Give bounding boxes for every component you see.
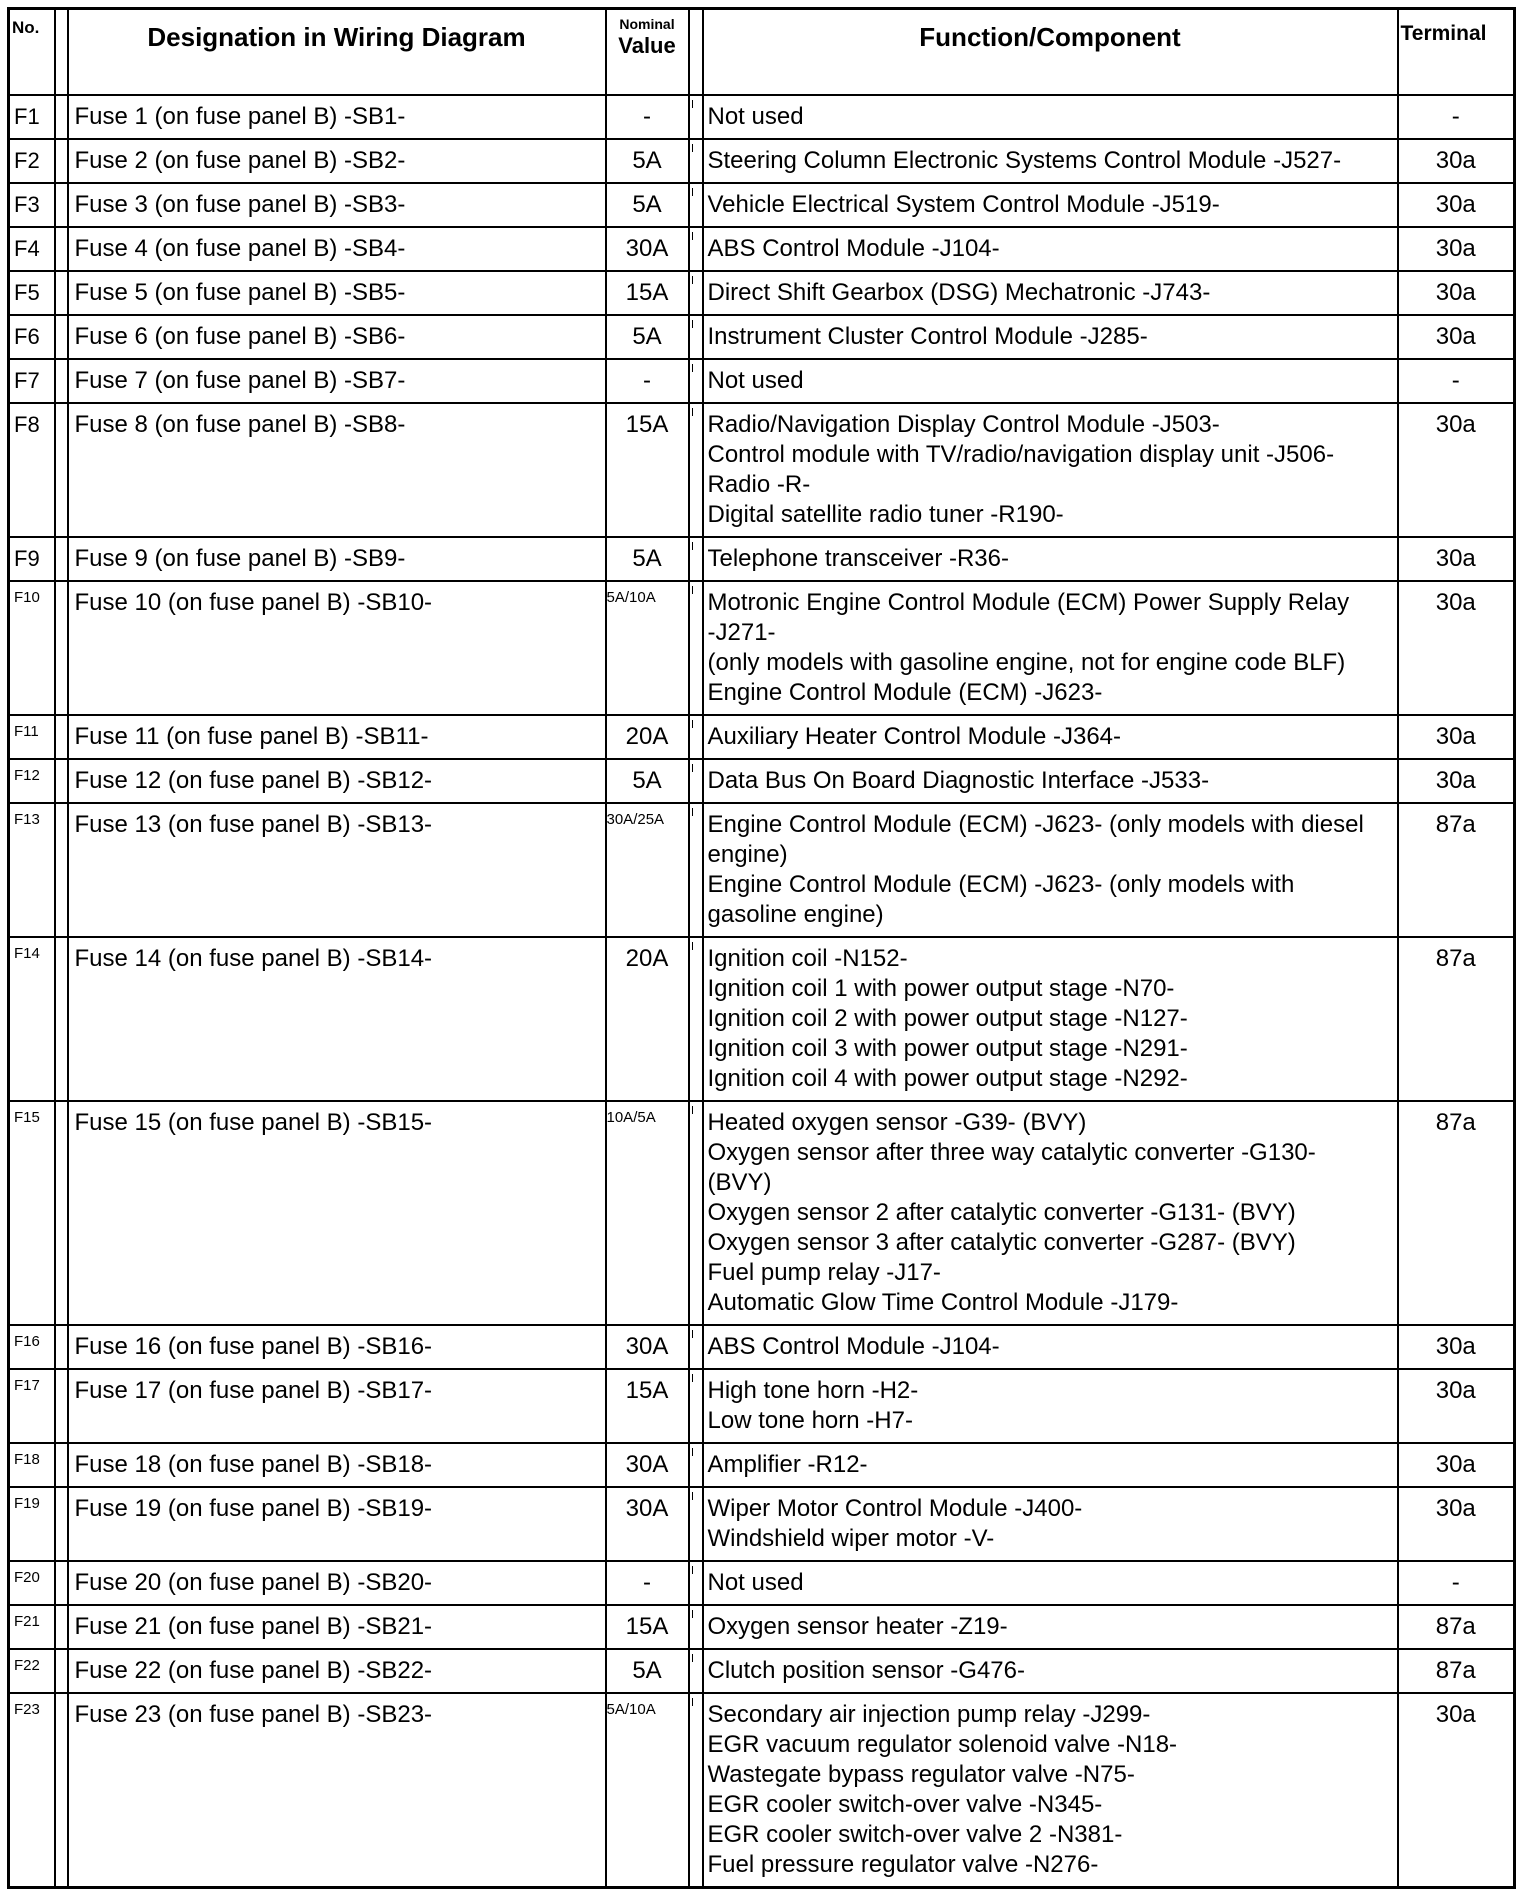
fuse-designation: Fuse 10 (on fuse panel B) -SB10- [68, 581, 606, 715]
fuse-number: F6 [9, 315, 55, 359]
function-line: Ignition coil 4 with power output stage -N292- [707, 1065, 1188, 1092]
function-line: EGR cooler switch-over valve 2 -N381- [707, 1821, 1123, 1848]
function-component [703, 271, 1398, 315]
table-row [9, 271, 1515, 315]
spacer-cell [689, 95, 703, 139]
function-component [703, 1561, 1398, 1605]
fuse-designation: Fuse 13 (on fuse panel B) -SB13- [68, 803, 606, 937]
spacer-cell [689, 1561, 703, 1605]
spacer-cell [55, 1443, 68, 1487]
table-row [9, 183, 1515, 227]
spacer-cell [689, 581, 703, 715]
fuse-designation: Fuse 19 (on fuse panel B) -SB19- [68, 1487, 606, 1561]
function-line: Windshield wiper motor -V- [707, 1525, 995, 1552]
fuse-designation: Fuse 2 (on fuse panel B) -SB2- [68, 139, 606, 183]
function-line: ABS Control Module -J104- [707, 235, 1000, 262]
function-line: Oxygen sensor after three way catalytic converter -G130- [707, 1139, 1316, 1166]
fuse-designation: Fuse 7 (on fuse panel B) -SB7- [68, 359, 606, 403]
spacer-cell [55, 1649, 68, 1693]
nominal-value: 5A [606, 183, 689, 227]
table-header [9, 9, 1515, 96]
function-line: Steering Column Electronic Systems Control Module -J527- [707, 147, 1342, 174]
spacer-cell [55, 359, 68, 403]
spacer-cell [55, 139, 68, 183]
table-row [9, 937, 1515, 1101]
nominal-value: 30A [606, 1325, 689, 1369]
spacer-cell [55, 403, 68, 537]
header-terminal: Terminal [1398, 9, 1515, 96]
function-component [703, 1369, 1398, 1443]
spacer-cell [55, 183, 68, 227]
function-line: Fuel pressure regulator valve -N276- [707, 1851, 1099, 1878]
function-line: Amplifier -R12- [707, 1451, 868, 1478]
spacer-cell [55, 271, 68, 315]
terminal: 30a [1398, 715, 1515, 759]
table-row [9, 1693, 1515, 1888]
spacer-cell [689, 183, 703, 227]
function-component [703, 1693, 1398, 1888]
nominal-value: 20A [606, 937, 689, 1101]
fuse-designation: Fuse 9 (on fuse panel B) -SB9- [68, 537, 606, 581]
function-line: Digital satellite radio tuner -R190- [707, 501, 1064, 528]
header-value-label: Value [618, 33, 676, 58]
fuse-designation: Fuse 12 (on fuse panel B) -SB12- [68, 759, 606, 803]
fuse-designation: Fuse 22 (on fuse panel B) -SB22- [68, 1649, 606, 1693]
terminal: 87a [1398, 1649, 1515, 1693]
terminal: 30a [1398, 1325, 1515, 1369]
terminal: 30a [1398, 271, 1515, 315]
header-designation: Designation in Wiring Diagram [68, 9, 606, 96]
function-line: Oxygen sensor heater -Z19- [707, 1613, 1008, 1640]
nominal-value: - [606, 1561, 689, 1605]
spacer-cell [689, 1325, 703, 1369]
fuse-designation: Fuse 14 (on fuse panel B) -SB14- [68, 937, 606, 1101]
spacer-cell [55, 803, 68, 937]
fuse-number: F18 [9, 1443, 55, 1487]
function-line: Clutch position sensor -G476- [707, 1657, 1025, 1684]
terminal: 30a [1398, 139, 1515, 183]
nominal-value: 30A [606, 1443, 689, 1487]
nominal-value: 5A [606, 315, 689, 359]
header-spacer [55, 9, 68, 96]
fuse-designation: Fuse 11 (on fuse panel B) -SB11- [68, 715, 606, 759]
fuse-designation: Fuse 1 (on fuse panel B) -SB1- [68, 95, 606, 139]
function-line: (BVY) [707, 1169, 772, 1196]
function-line: Fuel pump relay -J17- [707, 1259, 941, 1286]
header-nominal-value [606, 9, 689, 96]
fuse-designation: Fuse 23 (on fuse panel B) -SB23- [68, 1693, 606, 1888]
spacer-cell [689, 359, 703, 403]
spacer-cell [689, 537, 703, 581]
function-line: Wastegate bypass regulator valve -N75- [707, 1761, 1135, 1788]
terminal: 30a [1398, 315, 1515, 359]
terminal: 87a [1398, 803, 1515, 937]
function-component [703, 403, 1398, 537]
nominal-value: 15A [606, 1605, 689, 1649]
fuse-designation: Fuse 4 (on fuse panel B) -SB4- [68, 227, 606, 271]
spacer-cell [689, 1693, 703, 1888]
function-line: engine) [707, 841, 788, 868]
spacer-cell [689, 271, 703, 315]
spacer-cell [55, 315, 68, 359]
nominal-value: 10A/5A [606, 1101, 689, 1325]
nominal-value: 5A [606, 1649, 689, 1693]
fuse-designation: Fuse 16 (on fuse panel B) -SB16- [68, 1325, 606, 1369]
nominal-value: - [606, 95, 689, 139]
fuse-designation: Fuse 20 (on fuse panel B) -SB20- [68, 1561, 606, 1605]
spacer-cell [55, 937, 68, 1101]
spacer-cell [55, 95, 68, 139]
spacer-cell [55, 581, 68, 715]
fuse-designation: Fuse 8 (on fuse panel B) -SB8- [68, 403, 606, 537]
function-line: Direct Shift Gearbox (DSG) Mechatronic -J743- [707, 279, 1211, 306]
spacer-cell [55, 1693, 68, 1888]
table-row [9, 1325, 1515, 1369]
terminal: 87a [1398, 1101, 1515, 1325]
spacer-cell [689, 315, 703, 359]
nominal-value: 15A [606, 271, 689, 315]
function-component [703, 1487, 1398, 1561]
function-line: Ignition coil 2 with power output stage -N127- [707, 1005, 1188, 1032]
terminal: 30a [1398, 1487, 1515, 1561]
fuse-number: F2 [9, 139, 55, 183]
fuse-number: F14 [9, 937, 55, 1101]
nominal-value: 30A [606, 1487, 689, 1561]
table-row [9, 1561, 1515, 1605]
function-line: (only models with gasoline engine, not for engine code BLF) [707, 649, 1346, 676]
function-line: Not used [707, 103, 804, 130]
spacer-cell [55, 1325, 68, 1369]
spacer-cell [55, 1487, 68, 1561]
function-line: EGR cooler switch-over valve -N345- [707, 1791, 1103, 1818]
fuse-designation: Fuse 17 (on fuse panel B) -SB17- [68, 1369, 606, 1443]
fuse-designation: Fuse 18 (on fuse panel B) -SB18- [68, 1443, 606, 1487]
fuse-number: F13 [9, 803, 55, 937]
terminal: 30a [1398, 1369, 1515, 1443]
fuse-number: F5 [9, 271, 55, 315]
spacer-cell [689, 1101, 703, 1325]
fuse-number: F20 [9, 1561, 55, 1605]
nominal-value: 5A [606, 537, 689, 581]
terminal: 30a [1398, 1693, 1515, 1888]
fuse-designation: Fuse 6 (on fuse panel B) -SB6- [68, 315, 606, 359]
function-line: Vehicle Electrical System Control Module -J519- [707, 191, 1220, 218]
function-line: -J271- [707, 619, 776, 646]
function-line: Ignition coil 3 with power output stage -N291- [707, 1035, 1188, 1062]
spacer-cell [689, 1369, 703, 1443]
spacer-cell [689, 139, 703, 183]
spacer-cell [55, 715, 68, 759]
fuse-designation: Fuse 15 (on fuse panel B) -SB15- [68, 1101, 606, 1325]
terminal: 30a [1398, 183, 1515, 227]
function-component [703, 537, 1398, 581]
table-row [9, 1369, 1515, 1443]
fuse-number: F10 [9, 581, 55, 715]
function-line: Control module with TV/radio/navigation display unit -J506- [707, 441, 1335, 468]
spacer-cell [55, 1605, 68, 1649]
function-line: Oxygen sensor 3 after catalytic converter -G287- (BVY) [707, 1229, 1296, 1256]
function-line: Ignition coil -N152- [707, 945, 908, 972]
fuse-number: F16 [9, 1325, 55, 1369]
terminal: - [1398, 359, 1515, 403]
table-row [9, 537, 1515, 581]
function-line: Radio/Navigation Display Control Module -J503- [707, 411, 1220, 438]
terminal: 87a [1398, 1605, 1515, 1649]
function-component [703, 581, 1398, 715]
header-no: No. [9, 9, 55, 96]
function-component [703, 1443, 1398, 1487]
nominal-value: 20A [606, 715, 689, 759]
function-line: Telephone transceiver -R36- [707, 545, 1009, 572]
fuse-assignment-table [7, 7, 1516, 1889]
terminal: - [1398, 1561, 1515, 1605]
fuse-number: F21 [9, 1605, 55, 1649]
fuse-number: F3 [9, 183, 55, 227]
nominal-value: 30A [606, 227, 689, 271]
table-row [9, 1443, 1515, 1487]
nominal-value: 15A [606, 1369, 689, 1443]
terminal: - [1398, 95, 1515, 139]
fuse-designation: Fuse 21 (on fuse panel B) -SB21- [68, 1605, 606, 1649]
nominal-value: - [606, 359, 689, 403]
fuse-number: F9 [9, 537, 55, 581]
fuse-designation: Fuse 3 (on fuse panel B) -SB3- [68, 183, 606, 227]
spacer-cell [689, 1605, 703, 1649]
function-line: Motronic Engine Control Module (ECM) Power Supply Relay [707, 589, 1350, 616]
spacer-cell [55, 1561, 68, 1605]
function-line: Data Bus On Board Diagnostic Interface -J533- [707, 767, 1210, 794]
table-row [9, 95, 1515, 139]
function-component [703, 759, 1398, 803]
header-nominal-label: Nominal [619, 16, 675, 32]
nominal-value: 5A/10A [606, 581, 689, 715]
function-line: Not used [707, 1569, 804, 1596]
table-row [9, 759, 1515, 803]
spacer-cell [55, 1369, 68, 1443]
function-line: Engine Control Module (ECM) -J623- (only models with [707, 871, 1295, 898]
fuse-number: F8 [9, 403, 55, 537]
function-line: Auxiliary Heater Control Module -J364- [707, 723, 1122, 750]
spacer-cell [689, 1487, 703, 1561]
spacer-cell [689, 937, 703, 1101]
function-line: ABS Control Module -J104- [707, 1333, 1000, 1360]
table-row [9, 1605, 1515, 1649]
nominal-value: 5A [606, 759, 689, 803]
function-component [703, 139, 1398, 183]
terminal: 87a [1398, 937, 1515, 1101]
function-line: Engine Control Module (ECM) -J623- (only models with diesel [707, 811, 1364, 838]
table-body [9, 95, 1515, 1888]
fuse-number: F15 [9, 1101, 55, 1325]
nominal-value: 5A [606, 139, 689, 183]
function-line: EGR vacuum regulator solenoid valve -N18- [707, 1731, 1178, 1758]
terminal: 30a [1398, 759, 1515, 803]
spacer-cell [55, 759, 68, 803]
table-row [9, 1487, 1515, 1561]
table-row [9, 1101, 1515, 1325]
function-component [703, 803, 1398, 937]
nominal-value: 5A/10A [606, 1693, 689, 1888]
function-component [703, 359, 1398, 403]
terminal: 30a [1398, 1443, 1515, 1487]
function-component [703, 1649, 1398, 1693]
fuse-designation: Fuse 5 (on fuse panel B) -SB5- [68, 271, 606, 315]
function-line: Wiper Motor Control Module -J400- [707, 1495, 1083, 1522]
fuse-number: F22 [9, 1649, 55, 1693]
spacer-cell [689, 1649, 703, 1693]
header-function: Function/Component [703, 9, 1398, 96]
function-line: Ignition coil 1 with power output stage -N70- [707, 975, 1175, 1002]
fuse-number: F1 [9, 95, 55, 139]
function-line: Not used [707, 367, 804, 394]
fuse-number: F12 [9, 759, 55, 803]
fuse-number: F11 [9, 715, 55, 759]
fuse-number: F7 [9, 359, 55, 403]
function-component [703, 1605, 1398, 1649]
nominal-value: 30A/25A [606, 803, 689, 937]
table-row [9, 803, 1515, 937]
table-row [9, 227, 1515, 271]
terminal: 30a [1398, 537, 1515, 581]
spacer-cell [55, 537, 68, 581]
function-line: Engine Control Module (ECM) -J623- [707, 679, 1103, 706]
spacer-cell [689, 759, 703, 803]
terminal: 30a [1398, 581, 1515, 715]
terminal: 30a [1398, 227, 1515, 271]
table-row [9, 581, 1515, 715]
fuse-number: F17 [9, 1369, 55, 1443]
function-line: High tone horn -H2- [707, 1377, 919, 1404]
function-line: Radio -R- [707, 471, 811, 498]
fuse-number: F23 [9, 1693, 55, 1888]
function-component [703, 227, 1398, 271]
function-component [703, 1325, 1398, 1369]
function-component [703, 95, 1398, 139]
function-line: Low tone horn -H7- [707, 1407, 913, 1434]
terminal: 30a [1398, 403, 1515, 537]
spacer-cell [55, 227, 68, 271]
function-line: Automatic Glow Time Control Module -J179- [707, 1289, 1179, 1316]
function-component [703, 715, 1398, 759]
table-row [9, 359, 1515, 403]
function-component [703, 183, 1398, 227]
fuse-number: F19 [9, 1487, 55, 1561]
function-component [703, 1101, 1398, 1325]
spacer-cell [55, 1101, 68, 1325]
fuse-number: F4 [9, 227, 55, 271]
header-row [9, 9, 1515, 96]
spacer-cell [689, 715, 703, 759]
spacer-cell [689, 803, 703, 937]
table-row [9, 139, 1515, 183]
function-line: Heated oxygen sensor -G39- (BVY) [707, 1109, 1087, 1136]
table-row [9, 715, 1515, 759]
table-row [9, 1649, 1515, 1693]
nominal-value: 15A [606, 403, 689, 537]
table-row [9, 315, 1515, 359]
spacer-cell [689, 1443, 703, 1487]
function-component [703, 937, 1398, 1101]
header-spacer [689, 9, 703, 96]
spacer-cell [689, 403, 703, 537]
table-row [9, 403, 1515, 537]
function-line: Secondary air injection pump relay -J299- [707, 1701, 1151, 1728]
spacer-cell [689, 227, 703, 271]
function-component [703, 315, 1398, 359]
function-line: Oxygen sensor 2 after catalytic converter -G131- (BVY) [707, 1199, 1296, 1226]
function-line: Instrument Cluster Control Module -J285- [707, 323, 1148, 350]
function-line: gasoline engine) [707, 901, 884, 928]
